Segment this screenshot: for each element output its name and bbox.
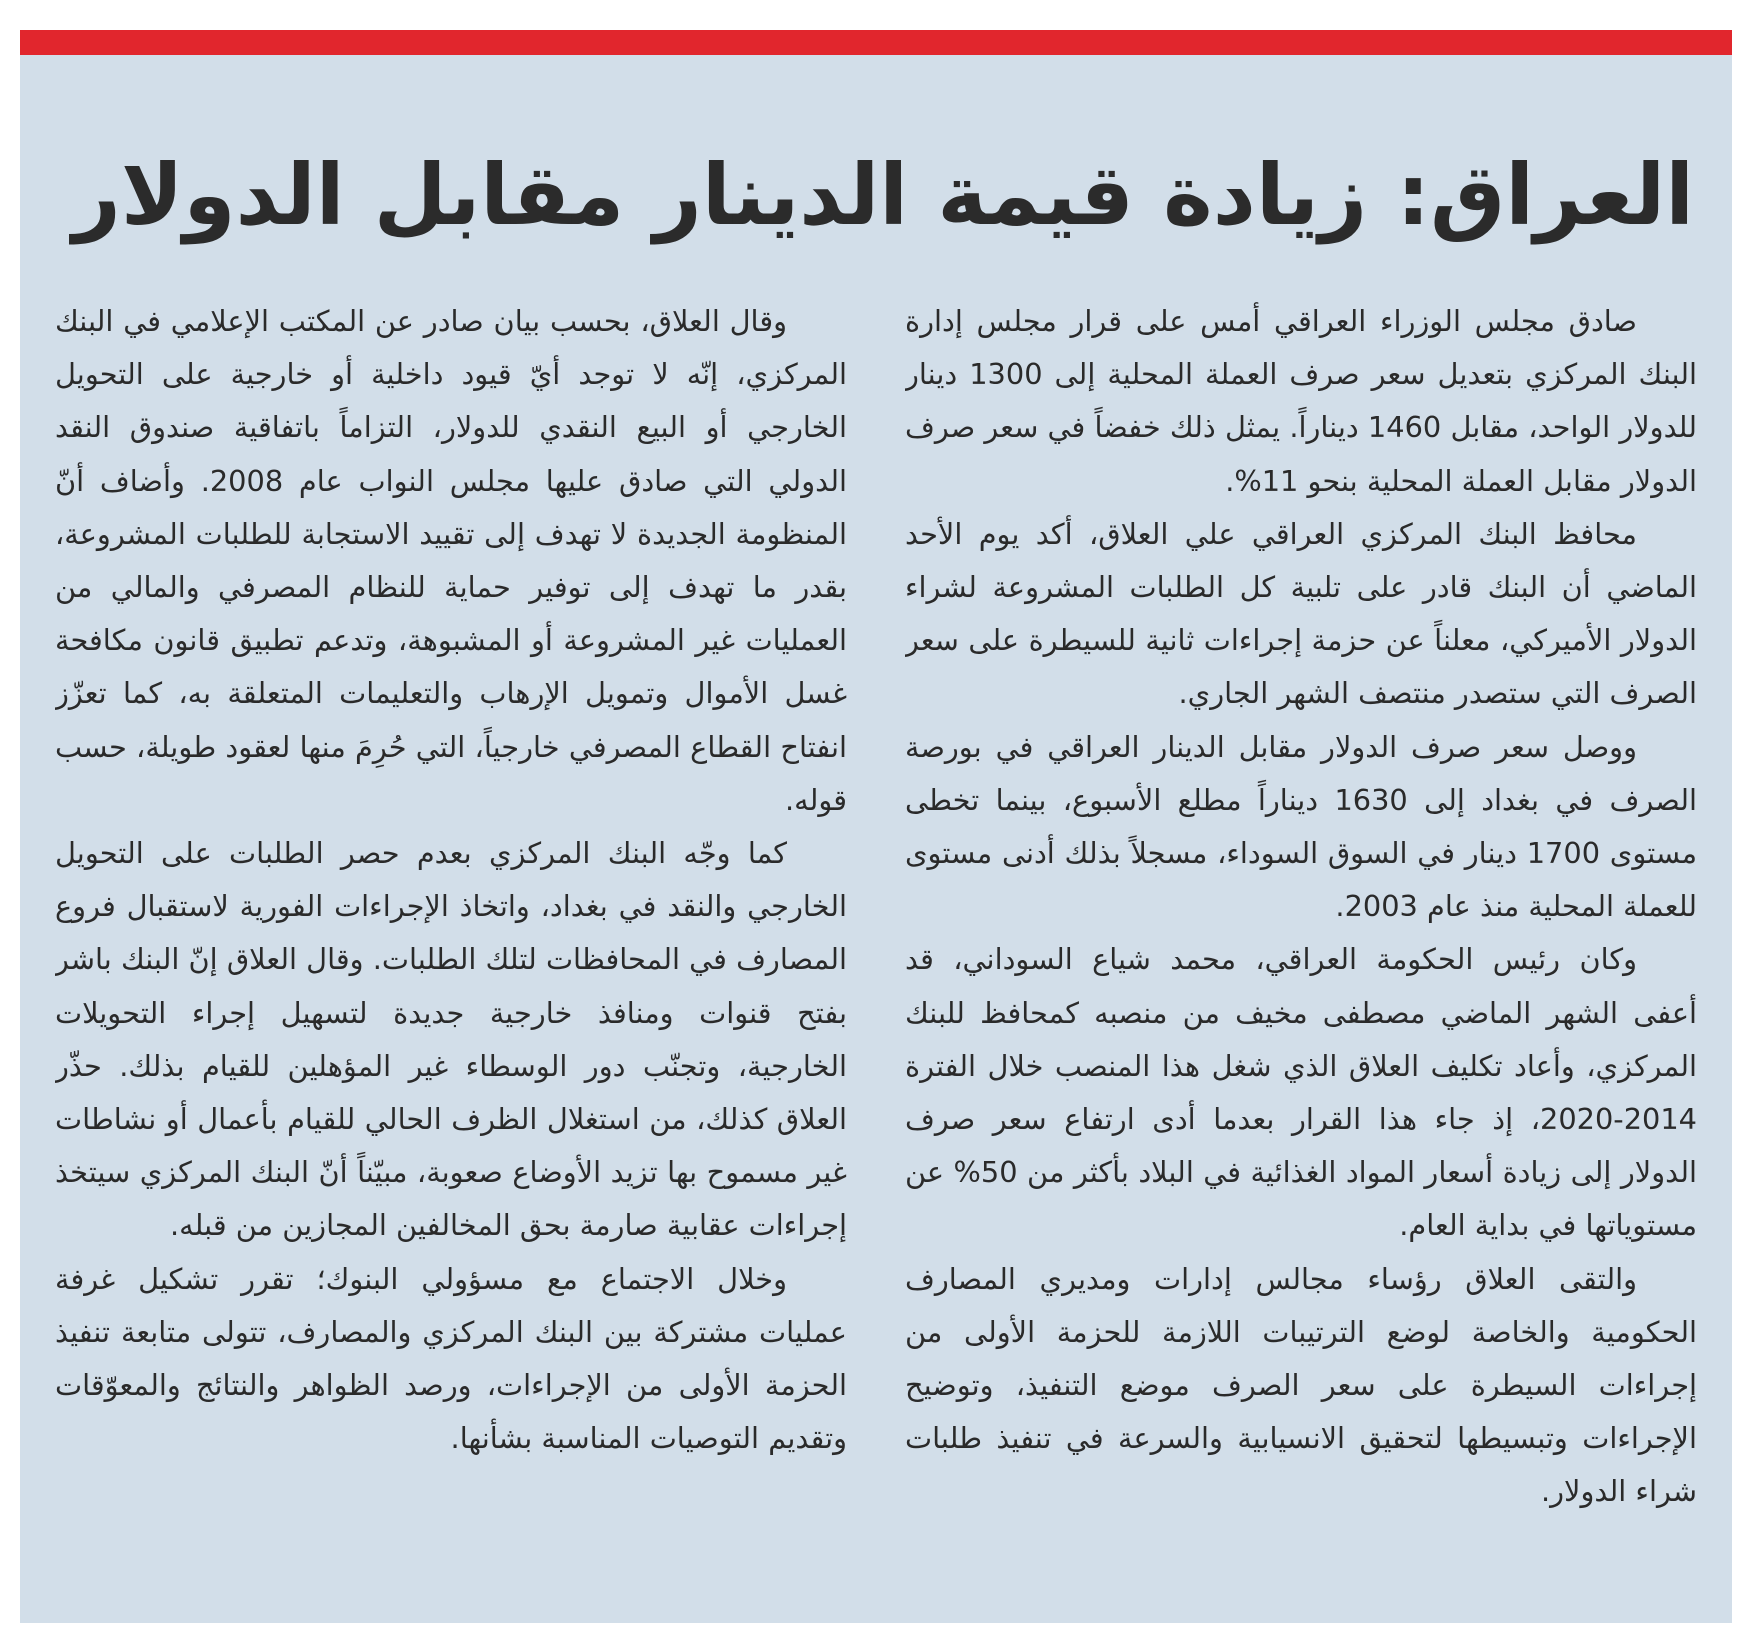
paragraph: وقال العلاق، بحسب بيان صادر عن المكتب الإعلامي في البنك المركزي، إنّه لا توجد أيّ قيود داخلية أو خارجية على التحويل الخارجي أو البيع النقدي للدولار، التزاماً باتفاقية صندوق النقد الدولي التي صادق عليها مجلس النواب عام 2008. وأضاف أنّ المنظومة الجديدة لا تهدف إلى تقييد الاستجابة للطلبات المشروعة، بقدر ما تهدف إلى توفير حماية للنظام المصرفي والمالي من العمليات غير المشروعة أو المشبوهة، وتدعم تطبيق قانون مكافحة غسل الأموال وتمويل الإرهاب والتعليمات المتعلقة به، كما تعزّز انفتاح القطاع المصرفي خارجياً، التي حُرِمَ منها لعقود طويلة، حسب قوله. xyxy=(55,304,847,817)
paragraph: كما وجّه البنك المركزي بعدم حصر الطلبات على التحويل الخارجي والنقد في بغداد، واتخاذ الإجراءات الفورية لاستقبال فروع المصارف في المحافظات لتلك الطلبات. وقال العلاق إنّ البنك باشر بفتح قنوات ومنافذ خارجية جديدة لتسهيل إجراء التحويلات الخارجية، وتجنّب دور الوسطاء غير المؤهلين للقيام بذلك. حذّر العلاق كذلك، من استغلال الظرف الحالي للقيام بأعمال أو نشاطات غير مسموح بها تزيد الأوضاع صعوبة، مبيّناً أنّ البنك المركزي سيتخذ إجراءات عقابية صارمة بحق المخالفين المجازين من قبله. xyxy=(55,836,847,1243)
paragraph: صادق مجلس الوزراء العراقي أمس على قرار مجلس إدارة البنك المركزي بتعديل سعر صرف العملة المحلية إلى 1300 دينار للدولار الواحد، مقابل 1460 ديناراً. يمثل ذلك خفضاً في سعر صرف الدولار مقابل العملة المحلية بنحو 11%. xyxy=(905,304,1697,498)
left-column xyxy=(55,295,847,1595)
red-top-bar xyxy=(20,30,1732,55)
right-column xyxy=(905,295,1697,1595)
paragraph: والتقى العلاق رؤساء مجالس إدارات ومديري المصارف الحكومية والخاصة لوضع الترتيبات اللازمة للحزمة الأولى من إجراءات السيطرة على سعر الصرف موضع التنفيذ، وتوضيح الإجراءات وتبسيطها لتحقيق الانسيابية والسرعة في تنفيذ طلبات شراء الدولار. xyxy=(905,1261,1697,1509)
article-body xyxy=(55,295,1697,1595)
paragraph: ووصل سعر صرف الدولار مقابل الدينار العراقي في بورصة الصرف في بغداد إلى 1630 ديناراً مطلع الأسبوع، بينما تخطى مستوى 1700 دينار في السوق السوداء، مسجلاً بذلك أدنى مستوى للعملة المحلية منذ عام 2003. xyxy=(905,729,1697,924)
paragraph: وكان رئيس الحكومة العراقي، محمد شياع السوداني، قد أعفى الشهر الماضي مصطفى مخيف من منصبه كمحافظ للبنك المركزي، وأعاد تكليف العلاق الذي شغل هذا المنصب خلال الفترة 2014-2020، إذ جاء هذا القرار بعدما أدى ارتفاع سعر صرف الدولار إلى زيادة أسعار المواد الغذائية في البلاد بأكثر من 50% عن مستوياتها في بداية العام. xyxy=(905,942,1697,1243)
article-panel xyxy=(20,30,1732,1623)
headline: العراق: زيادة قيمة الدينار مقابل الدولار xyxy=(72,146,1694,244)
paragraph: محافظ البنك المركزي العراقي علي العلاق، أكد يوم الأحد الماضي أن البنك قادر على تلبية كل الطلبات المشروعة لشراء الدولار الأميركي، معلناً عن حزمة إجراءات ثانية للسيطرة على سعر الصرف التي ستصدر منتصف الشهر الجاري. xyxy=(905,516,1697,711)
paragraph: وخلال الاجتماع مع مسؤولي البنوك؛ تقرر تشكيل غرفة عمليات مشتركة بين البنك المركزي والمصارف، تتولى متابعة تنفيذ الحزمة الأولى من الإجراءات، ورصد الظواهر والنتائج والمعوّقات وتقديم التوصيات المناسبة بشأنها. xyxy=(55,1261,847,1456)
